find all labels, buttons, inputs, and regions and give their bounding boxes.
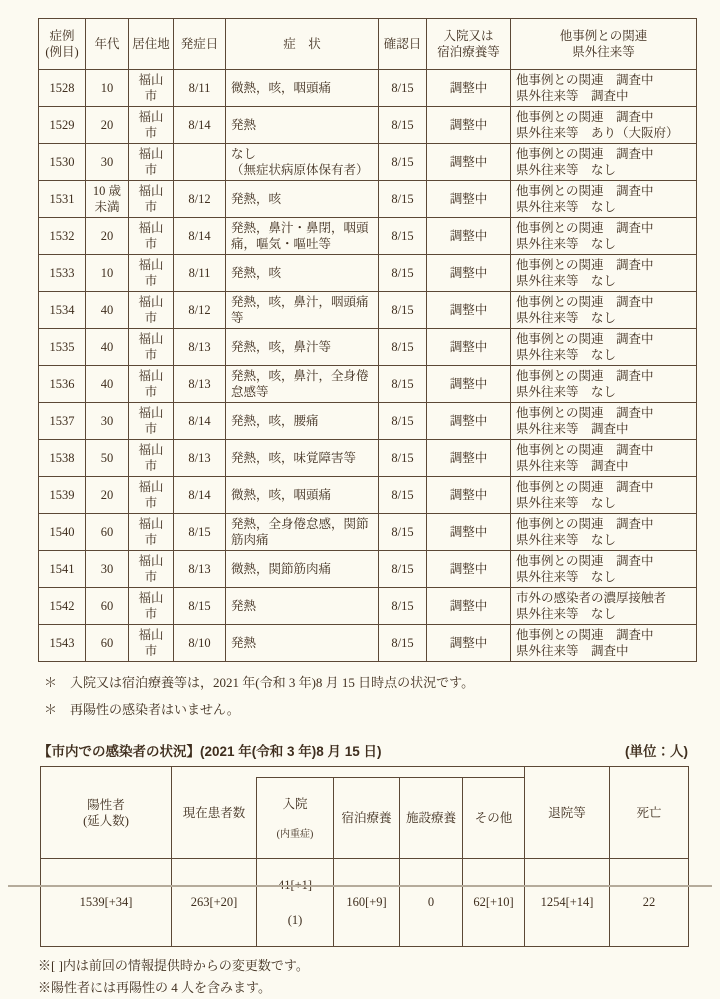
cell-hospitalization-status: 調整中 <box>427 292 511 329</box>
note-repositive-included: ※陽性者には再陽性の 4 人を含みます。 <box>38 979 271 995</box>
cell-hospitalization-status: 調整中 <box>427 514 511 551</box>
cell-case-number: 1542 <box>39 588 86 625</box>
cell-hospitalization-status: 調整中 <box>427 218 511 255</box>
header-positive-total: 陽性者 (延人数) <box>41 767 171 859</box>
cell-case-number: 1538 <box>39 440 86 477</box>
cell-age: 20 <box>86 477 129 514</box>
cell-hospitalization-status: 調整中 <box>427 329 511 366</box>
cell-confirmed-date: 8/15 <box>379 514 427 551</box>
cell-symptoms: 発熱 <box>226 625 379 662</box>
cell-onset-date <box>174 144 226 181</box>
cell-confirmed-date: 8/15 <box>379 107 427 144</box>
cell-case-number: 1540 <box>39 514 86 551</box>
value-deaths: 22 <box>609 859 688 945</box>
col-header-residence: 居住地 <box>129 19 174 70</box>
cell-case-number: 1529 <box>39 107 86 144</box>
cell-symptoms: 発熱，咳，鼻汁，咽頭痛等 <box>226 292 379 329</box>
header-hospitalized-label: 入院 <box>282 796 308 811</box>
value-severe-count: (1) <box>287 913 303 928</box>
cell-age: 30 <box>86 551 129 588</box>
cell-onset-date: 8/15 <box>174 514 226 551</box>
value-discharged: 1254[+14] <box>524 859 609 945</box>
cell-onset-date: 8/14 <box>174 477 226 514</box>
cell-age: 20 <box>86 218 129 255</box>
value-hospitalized <box>256 859 333 945</box>
cell-age: 30 <box>86 144 129 181</box>
cell-relation-and-travel: 他事例との関連 調査中 県外往来等 なし <box>511 551 697 588</box>
page-bottom-edge <box>8 885 712 887</box>
table-row <box>39 588 697 625</box>
cell-onset-date: 8/12 <box>174 292 226 329</box>
cell-confirmed-date: 8/15 <box>379 588 427 625</box>
cell-residence: 福山市 <box>129 70 174 107</box>
col-header-hospitalization: 入院又は 宿泊療養等 <box>427 19 511 70</box>
cell-relation-and-travel: 市外の感染者の濃厚接触者 県外往来等 なし <box>511 588 697 625</box>
cell-symptoms: 微熱，咳，咽頭痛 <box>226 477 379 514</box>
cell-hospitalization-status: 調整中 <box>427 588 511 625</box>
value-facility-care: 0 <box>399 859 462 945</box>
status-table-notes <box>38 955 698 999</box>
cell-confirmed-date: 8/15 <box>379 255 427 292</box>
cell-case-number: 1530 <box>39 144 86 181</box>
col-header-confirmed-date: 確認日 <box>379 19 427 70</box>
cell-case-number: 1536 <box>39 366 86 403</box>
cell-age: 40 <box>86 292 129 329</box>
table-row <box>39 403 697 440</box>
cell-residence: 福山市 <box>129 403 174 440</box>
cell-age: 40 <box>86 329 129 366</box>
cell-onset-date: 8/14 <box>174 218 226 255</box>
note-bracket-meaning: ※[ ]内は前回の情報提供時からの変更数です。 <box>38 957 309 973</box>
cell-relation-and-travel: 他事例との関連 調査中 県外往来等 なし <box>511 477 697 514</box>
cell-residence: 福山市 <box>129 514 174 551</box>
table-row <box>39 181 697 218</box>
cell-relation-and-travel: 他事例との関連 調査中 県外往来等 なし <box>511 514 697 551</box>
cell-hospitalization-status: 調整中 <box>427 440 511 477</box>
cell-residence: 福山市 <box>129 625 174 662</box>
cell-residence: 福山市 <box>129 292 174 329</box>
status-header-row-top <box>41 767 688 778</box>
cell-relation-and-travel: 他事例との関連 調査中 県外往来等 なし <box>511 329 697 366</box>
cell-onset-date: 8/11 <box>174 255 226 292</box>
cell-hospitalization-status: 調整中 <box>427 625 511 662</box>
cell-symptoms: 発熱，咳，腰痛 <box>226 403 379 440</box>
cell-confirmed-date: 8/15 <box>379 477 427 514</box>
cell-residence: 福山市 <box>129 366 174 403</box>
table-row <box>39 514 697 551</box>
case-table <box>38 18 697 662</box>
header-current-patients: 現在患者数 <box>171 767 256 859</box>
cell-relation-and-travel: 他事例との関連 調査中 県外往来等 調査中 <box>511 625 697 662</box>
cell-confirmed-date: 8/15 <box>379 218 427 255</box>
cell-symptoms: 発熱 <box>226 588 379 625</box>
cell-age: 50 <box>86 440 129 477</box>
cell-symptoms: なし （無症状病原体保有者） <box>226 144 379 181</box>
cell-age: 10 歳 未満 <box>86 181 129 218</box>
cell-symptoms: 発熱，全身倦怠感，関節筋肉痛 <box>226 514 379 551</box>
table-row <box>39 551 697 588</box>
cell-hospitalization-status: 調整中 <box>427 403 511 440</box>
col-header-age: 年代 <box>86 19 129 70</box>
current-patients-breakdown-strip <box>256 767 524 778</box>
cell-relation-and-travel: 他事例との関連 調査中 県外往来等 なし <box>511 218 697 255</box>
status-section-title: 【市内での感染者の状況】(2021 年(令和 3 年)8 月 15 日) <box>38 744 382 760</box>
cell-relation-and-travel: 他事例との関連 調査中 県外往来等 調査中 <box>511 70 697 107</box>
cell-onset-date: 8/13 <box>174 551 226 588</box>
cell-case-number: 1535 <box>39 329 86 366</box>
cell-residence: 福山市 <box>129 551 174 588</box>
cell-relation-and-travel: 他事例との関連 調査中 県外往来等 なし <box>511 144 697 181</box>
status-values-row <box>41 859 688 945</box>
cell-residence: 福山市 <box>129 255 174 292</box>
cell-symptoms: 発熱，咳，鼻汁，全身倦怠感等 <box>226 366 379 403</box>
cell-hospitalization-status: 調整中 <box>427 181 511 218</box>
cell-hospitalization-status: 調整中 <box>427 70 511 107</box>
table-row <box>39 255 697 292</box>
cell-case-number: 1537 <box>39 403 86 440</box>
col-header-onset-date: 発症日 <box>174 19 226 70</box>
cell-hospitalization-status: 調整中 <box>427 477 511 514</box>
col-header-symptoms: 症 状 <box>226 19 379 70</box>
cell-confirmed-date: 8/15 <box>379 440 427 477</box>
table-row <box>39 218 697 255</box>
cell-relation-and-travel: 他事例との関連 調査中 県外往来等 なし <box>511 255 697 292</box>
header-discharged: 退院等 <box>524 767 609 859</box>
cell-onset-date: 8/13 <box>174 366 226 403</box>
cell-symptoms: 微熱，咳，咽頭痛 <box>226 70 379 107</box>
table-row <box>39 440 697 477</box>
cell-relation-and-travel: 他事例との関連 調査中 県外往来等 なし <box>511 366 697 403</box>
cell-residence: 福山市 <box>129 588 174 625</box>
case-table-body <box>39 70 697 662</box>
header-deaths: 死亡 <box>609 767 688 859</box>
cell-symptoms: 発熱，咳 <box>226 255 379 292</box>
cell-confirmed-date: 8/15 <box>379 70 427 107</box>
cell-case-number: 1543 <box>39 625 86 662</box>
cell-relation-and-travel: 他事例との関連 調査中 県外往来等 調査中 <box>511 440 697 477</box>
cell-age: 40 <box>86 366 129 403</box>
table-row <box>39 477 697 514</box>
case-table-header <box>39 19 697 70</box>
cell-hospitalization-status: 調整中 <box>427 107 511 144</box>
cell-onset-date: 8/11 <box>174 70 226 107</box>
col-header-relation: 他事例との関連 県外往来等 <box>511 19 697 70</box>
value-other: 62[+10] <box>462 859 524 945</box>
cell-residence: 福山市 <box>129 107 174 144</box>
cell-age: 60 <box>86 588 129 625</box>
cell-symptoms: 発熱，咳 <box>226 181 379 218</box>
cell-case-number: 1531 <box>39 181 86 218</box>
cell-confirmed-date: 8/15 <box>379 403 427 440</box>
col-header-case-number: 症例 (例目) <box>39 19 86 70</box>
cell-symptoms: 発熱，咳，味覚障害等 <box>226 440 379 477</box>
cell-case-number: 1539 <box>39 477 86 514</box>
cell-age: 10 <box>86 255 129 292</box>
table-row <box>39 144 697 181</box>
cell-confirmed-date: 8/15 <box>379 329 427 366</box>
cell-confirmed-date: 8/15 <box>379 625 427 662</box>
cell-residence: 福山市 <box>129 181 174 218</box>
cell-confirmed-date: 8/15 <box>379 366 427 403</box>
table-row <box>39 366 697 403</box>
cell-age: 60 <box>86 514 129 551</box>
cell-hospitalization-status: 調整中 <box>427 144 511 181</box>
table-row <box>39 329 697 366</box>
footnote-hospitalization-asof: ＊ 入院又は宿泊療養等は，2021 年(令和 3 年)8 月 15 日時点の状況です。 <box>44 675 475 690</box>
cell-onset-date: 8/12 <box>174 181 226 218</box>
cell-onset-date: 8/15 <box>174 588 226 625</box>
cell-symptoms: 発熱，鼻汁・鼻閉，咽頭痛，嘔気・嘔吐等 <box>226 218 379 255</box>
cell-symptoms: 発熱，咳，鼻汁等 <box>226 329 379 366</box>
cell-confirmed-date: 8/15 <box>379 181 427 218</box>
header-severe-label: (内重症) <box>276 829 314 841</box>
header-other: その他 <box>462 778 524 859</box>
table-row <box>39 292 697 329</box>
cell-symptoms: 微熱，関節筋肉痛 <box>226 551 379 588</box>
cell-onset-date: 8/14 <box>174 403 226 440</box>
header-facility-care: 施設療養 <box>399 778 462 859</box>
table-row <box>39 107 697 144</box>
cell-confirmed-date: 8/15 <box>379 551 427 588</box>
cell-confirmed-date: 8/15 <box>379 144 427 181</box>
cell-relation-and-travel: 他事例との関連 調査中 県外往来等 調査中 <box>511 403 697 440</box>
header-hospitalized <box>256 778 333 859</box>
cell-relation-and-travel: 他事例との関連 調査中 県外往来等 なし <box>511 181 697 218</box>
cell-hospitalization-status: 調整中 <box>427 551 511 588</box>
cell-onset-date: 8/13 <box>174 440 226 477</box>
cell-case-number: 1533 <box>39 255 86 292</box>
header-row <box>39 19 697 70</box>
cell-age: 10 <box>86 70 129 107</box>
status-unit-label: (単位：人) <box>625 744 688 760</box>
cell-hospitalization-status: 調整中 <box>427 366 511 403</box>
cell-relation-and-travel: 他事例との関連 調査中 県外往来等 なし <box>511 292 697 329</box>
cell-confirmed-date: 8/15 <box>379 292 427 329</box>
cell-symptoms: 発熱 <box>226 107 379 144</box>
cell-hospitalization-status: 調整中 <box>427 255 511 292</box>
cell-onset-date: 8/10 <box>174 625 226 662</box>
table-row <box>39 625 697 662</box>
cell-residence: 福山市 <box>129 144 174 181</box>
value-positive-total: 1539[+34] <box>79 895 133 910</box>
cell-age: 60 <box>86 625 129 662</box>
value-hospitalized-count: 41[+1] <box>277 877 313 892</box>
cell-age: 30 <box>86 403 129 440</box>
cell-onset-date: 8/13 <box>174 329 226 366</box>
cell-case-number: 1541 <box>39 551 86 588</box>
cell-residence: 福山市 <box>129 477 174 514</box>
cell-age: 20 <box>86 107 129 144</box>
footnote-no-repositive: ＊ 再陽性の感染者はいません。 <box>44 701 240 717</box>
cell-residence: 福山市 <box>129 440 174 477</box>
cell-residence: 福山市 <box>129 329 174 366</box>
cell-case-number: 1528 <box>39 70 86 107</box>
status-section-heading <box>38 740 688 760</box>
status-table <box>40 766 689 946</box>
cell-residence: 福山市 <box>129 218 174 255</box>
value-hotel-care: 160[+9] <box>333 859 399 945</box>
header-hotel-care: 宿泊療養 <box>333 778 399 859</box>
value-current-patients: 263[+20] <box>171 859 256 945</box>
cell-onset-date: 8/14 <box>174 107 226 144</box>
table-row <box>39 70 697 107</box>
case-table-footnotes <box>44 670 698 723</box>
cell-relation-and-travel: 他事例との関連 調査中 県外往来等 あり（大阪府） <box>511 107 697 144</box>
cell-case-number: 1532 <box>39 218 86 255</box>
cell-case-number: 1534 <box>39 292 86 329</box>
